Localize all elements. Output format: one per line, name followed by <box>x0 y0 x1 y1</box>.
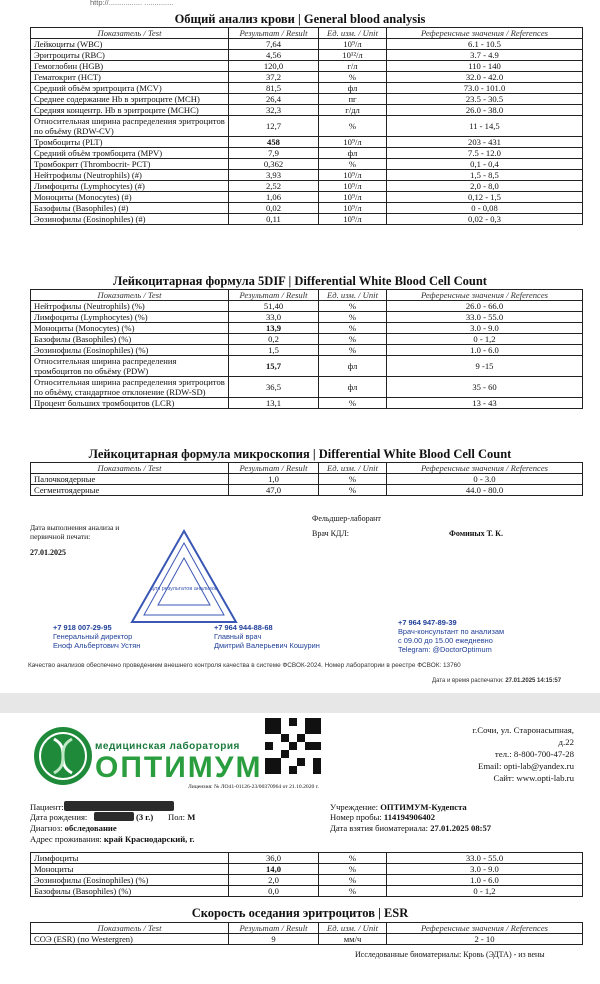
column-header: Ед. изм. / Unit <box>319 290 387 301</box>
table-row <box>31 61 583 72</box>
reference-range: 73.0 - 101.0 <box>387 83 583 94</box>
unit: мм/ч <box>319 934 387 945</box>
test-name: Лимфоциты <box>31 853 229 864</box>
exec-date: 27.01.2025 <box>30 548 66 557</box>
test-name: Эозинофилы (Eosinophiles) (%) <box>31 875 229 886</box>
result-value: 1,0 <box>229 474 319 485</box>
redaction-bar <box>64 801 174 811</box>
reference-range: 33.0 - 55.0 <box>387 312 583 323</box>
result-value: 47,0 <box>229 485 319 496</box>
unit: фл <box>319 83 387 94</box>
table-row <box>31 83 583 94</box>
result-value: 12,7 <box>229 116 319 137</box>
unit: % <box>319 116 387 137</box>
esr-table <box>30 922 583 945</box>
result-value: 37,2 <box>229 72 319 83</box>
table-row <box>31 105 583 116</box>
unit: % <box>319 474 387 485</box>
unit: % <box>319 345 387 356</box>
column-header: Показатель / Test <box>31 463 229 474</box>
test-name: Лейкоциты (WBC) <box>31 39 229 50</box>
top-strip: http://................ .............. <box>90 0 174 7</box>
table-row <box>31 159 583 170</box>
table-row <box>31 203 583 214</box>
result-value: 33,0 <box>229 312 319 323</box>
column-header: Референсные значения / References <box>387 28 583 39</box>
table-row <box>31 474 583 485</box>
redaction-bar <box>94 812 134 821</box>
test-name: Процент больших тромбоцитов (LCR) <box>31 398 229 409</box>
table-row <box>31 345 583 356</box>
test-name: Лимфоциты (Lymphocytes) (%) <box>31 312 229 323</box>
column-header: Результат / Result <box>229 290 319 301</box>
table-row <box>31 853 583 864</box>
lab-subtitle: медицинская лаборатория <box>95 741 240 752</box>
unit: % <box>319 485 387 496</box>
institution-label: Учреждение: <box>330 802 379 812</box>
reference-range: 0 - 0,08 <box>387 203 583 214</box>
table-row <box>31 116 583 137</box>
table-row <box>31 39 583 50</box>
test-name: Гемоглобин (HGB) <box>31 61 229 72</box>
contact-role: Врач-консультант по анализам <box>398 627 505 636</box>
column-header: Ед. изм. / Unit <box>319 463 387 474</box>
qr-code-icon <box>265 718 321 774</box>
test-name: Средний объём тромбоцита (MPV) <box>31 148 229 159</box>
result-value: 36,0 <box>229 853 319 864</box>
result-value: 0,2 <box>229 334 319 345</box>
column-header: Референсные значения / References <box>387 463 583 474</box>
contact-phone: +7 918 007-29-95 <box>53 623 112 632</box>
result-value: 0,11 <box>229 214 319 225</box>
table-row <box>31 312 583 323</box>
test-name: Нейтрофилы (Neutrophils) (#) <box>31 170 229 181</box>
esr-footnote: Исследованные биоматериалы: Кровь (ЭДТА) - из вены <box>355 950 545 959</box>
reference-range: 1.0 - 6.0 <box>387 345 583 356</box>
table-row <box>31 323 583 334</box>
unit: г/л <box>319 61 387 72</box>
result-value: 51,40 <box>229 301 319 312</box>
table-row <box>31 181 583 192</box>
table-header-row <box>31 923 583 934</box>
contact-name: Еноф Альбертович Устян <box>53 641 141 650</box>
micro-title: Лейкоцитарная формула микроскопия | Differential White Blood Cell Count <box>88 447 512 461</box>
result-value: 1,5 <box>229 345 319 356</box>
table-row <box>31 377 583 398</box>
reference-range: 9 -15 <box>387 356 583 377</box>
result-value: 0,362 <box>229 159 319 170</box>
test-name: Относительная ширина распределения эритроцитов по объёму, стандартное отклонение (RDW-SD) <box>31 377 229 398</box>
result-value: 15,7 <box>229 356 319 377</box>
lab-email: Email: opti-lab@yandex.ru <box>477 761 574 771</box>
address-label: Адрес проживания: <box>30 834 102 844</box>
unit: 10⁹/л <box>319 192 387 203</box>
unit: % <box>319 159 387 170</box>
lab-name: ОПТИМУМ <box>95 751 263 784</box>
reference-range: 1.0 - 6.0 <box>387 875 583 886</box>
column-header: Показатель / Test <box>31 923 229 934</box>
print-time: 27.01.2025 14:15:57 <box>505 678 562 684</box>
result-value: 32,3 <box>229 105 319 116</box>
table-row <box>31 875 583 886</box>
quality-note: Качество анализов обеспечено проведением внешнего контроля качества в системе ФСВОК-2024. Номер лаборатории в реестре ФСВОК: 13760 <box>28 662 461 669</box>
lab-contacts <box>402 724 574 784</box>
unit: фл <box>319 356 387 377</box>
diagnosis: обследование <box>64 823 117 833</box>
test-name: Лимфоциты (Lymphocytes) (#) <box>31 181 229 192</box>
contact-phone: +7 964 947-89-39 <box>398 618 457 627</box>
contact-telegram: Telegram: @DoctorOptimum <box>398 645 492 654</box>
reference-range: 32.0 - 42.0 <box>387 72 583 83</box>
table-row <box>31 148 583 159</box>
unit: 10⁹/л <box>319 39 387 50</box>
test-name: Относительная ширина распределения эритроцитов по объёму (RDW-CV) <box>31 116 229 137</box>
unit: % <box>319 312 387 323</box>
unit: 10⁹/л <box>319 137 387 148</box>
table-row <box>31 94 583 105</box>
result-value: 0,02 <box>229 203 319 214</box>
table-row <box>31 301 583 312</box>
column-header: Результат / Result <box>229 28 319 39</box>
result-value: 13,9 <box>229 323 319 334</box>
table-row <box>31 934 583 945</box>
dif-title: Лейкоцитарная формула 5DIF | Differential White Blood Cell Count <box>113 274 487 288</box>
column-header: Результат / Result <box>229 463 319 474</box>
result-value: 7,64 <box>229 39 319 50</box>
unit: % <box>319 334 387 345</box>
result-value: 3,93 <box>229 170 319 181</box>
test-name: Эозинофилы (Eosinophiles) (%) <box>31 345 229 356</box>
test-name: Палочкоядерные <box>31 474 229 485</box>
taken-label: Дата взятия биоматериала: <box>330 823 429 833</box>
reference-range: 13 - 43 <box>387 398 583 409</box>
reference-range: 3.0 - 9.0 <box>387 864 583 875</box>
patient-address: край Краснодарский, г. <box>103 834 195 844</box>
reference-range: 11 - 14,5 <box>387 116 583 137</box>
reference-range: 0,1 - 0,4 <box>387 159 583 170</box>
test-name: Средний объём эритроцита (MCV) <box>31 83 229 94</box>
table-row <box>31 72 583 83</box>
page-separator <box>0 693 600 713</box>
reference-range: 0 - 3.0 <box>387 474 583 485</box>
reference-range: 110 - 140 <box>387 61 583 72</box>
blood-title: Общий анализ крови | General blood analysis <box>174 12 426 26</box>
blood-table <box>30 27 583 225</box>
unit: 10¹²/л <box>319 50 387 61</box>
reference-range: 26.0 - 38.0 <box>387 105 583 116</box>
test-name: Гематокрит (HCT) <box>31 72 229 83</box>
institution: ОПТИМУМ-Кудепста <box>380 802 467 812</box>
reference-range: 2 - 10 <box>387 934 583 945</box>
test-name: Среднее содержание Hb в эритроците (MCH) <box>31 94 229 105</box>
test-name: Моноциты <box>31 864 229 875</box>
reference-range: 3.7 - 4.9 <box>387 50 583 61</box>
contact-role: Главный врач <box>214 632 262 641</box>
result-value: 14,0 <box>229 864 319 875</box>
patient-label: Пациент: <box>30 802 64 812</box>
unit: % <box>319 398 387 409</box>
test-name: СОЭ (ESR) (по Westergren) <box>31 934 229 945</box>
table-row <box>31 398 583 409</box>
test-name: Базофилы (Basophiles) (#) <box>31 203 229 214</box>
table-header-row <box>31 290 583 301</box>
column-header: Ед. изм. / Unit <box>319 28 387 39</box>
column-header: Референсные значения / References <box>387 923 583 934</box>
result-value: 4,56 <box>229 50 319 61</box>
test-name: Сегментоядерные <box>31 485 229 496</box>
result-value: 26,4 <box>229 94 319 105</box>
result-value: 2,0 <box>229 875 319 886</box>
unit: фл <box>319 377 387 398</box>
reference-range: 2,0 - 8,0 <box>387 181 583 192</box>
sample-label: Номер пробы: <box>330 812 382 822</box>
table-header-row <box>31 463 583 474</box>
unit: 10⁹/л <box>319 170 387 181</box>
unit: % <box>319 864 387 875</box>
column-header: Показатель / Test <box>31 28 229 39</box>
result-value: 81,5 <box>229 83 319 94</box>
reference-range: 26.0 - 66.0 <box>387 301 583 312</box>
license: Лицензия: № ЛО41-01126-23/00370964 от 21.10.2020 г. <box>188 784 319 790</box>
table-row <box>31 334 583 345</box>
unit: пг <box>319 94 387 105</box>
sex-label: Пол: <box>168 812 186 822</box>
print-time-label: Дата и время распечатки: <box>432 678 504 684</box>
dob-label: Дата рождения: <box>30 812 88 822</box>
contact-role: Генеральный директор <box>53 632 133 641</box>
table-row <box>31 170 583 181</box>
lab-logo-icon <box>32 725 94 787</box>
unit: г/дл <box>319 105 387 116</box>
table-row <box>31 137 583 148</box>
reference-range: 33.0 - 55.0 <box>387 853 583 864</box>
table-row <box>31 50 583 61</box>
patient-sex: М <box>187 812 196 822</box>
reference-range: 44.0 - 80.0 <box>387 485 583 496</box>
test-name: Базофилы (Basophiles) (%) <box>31 334 229 345</box>
unit: 10⁹/л <box>319 203 387 214</box>
table-row <box>31 356 583 377</box>
test-name: Эозинофилы (Eosinophiles) (#) <box>31 214 229 225</box>
test-name: Средняя концентр. Hb в эритроците (MCHC) <box>31 105 229 116</box>
unit: 10⁹/л <box>319 181 387 192</box>
table-header-row <box>31 28 583 39</box>
result-value: 1,06 <box>229 192 319 203</box>
unit: фл <box>319 148 387 159</box>
reference-range: 0,12 - 1,5 <box>387 192 583 203</box>
table-row <box>31 886 583 897</box>
contact-phone: +7 964 944-88-68 <box>214 623 273 632</box>
unit: % <box>319 72 387 83</box>
test-name: Относительная ширина распределения тромбоцитов по объёму (PDW) <box>31 356 229 377</box>
lab-stamp <box>128 528 240 626</box>
column-header: Показатель / Test <box>31 290 229 301</box>
test-name: Нейтрофилы (Neutrophils) (%) <box>31 301 229 312</box>
reference-range: 3.0 - 9.0 <box>387 323 583 334</box>
result-value: 120,0 <box>229 61 319 72</box>
lab-address-house: д.22 <box>558 737 574 747</box>
micro-table <box>30 462 583 496</box>
result-value: 458 <box>229 137 319 148</box>
page2-table <box>30 852 583 897</box>
contact-name: Дмитрий Валерьевич Кошурин <box>214 641 320 650</box>
unit: % <box>319 875 387 886</box>
reference-range: 0 - 1,2 <box>387 886 583 897</box>
table-row <box>31 214 583 225</box>
column-header: Ед. изм. / Unit <box>319 923 387 934</box>
reference-range: 0 - 1,2 <box>387 334 583 345</box>
unit: % <box>319 853 387 864</box>
unit: % <box>319 323 387 334</box>
column-header: Результат / Result <box>229 923 319 934</box>
table-row <box>31 485 583 496</box>
diagnosis-label: Диагноз: <box>30 823 63 833</box>
table-row <box>31 192 583 203</box>
stamp-text: Для результатов анализов <box>150 586 218 592</box>
doctor-label: Врач КДЛ: <box>312 529 350 538</box>
contact-director <box>53 623 203 650</box>
test-name: Базофилы (Basophiles) (%) <box>31 886 229 897</box>
reference-range: 35 - 60 <box>387 377 583 398</box>
table-row <box>31 864 583 875</box>
result-value: 2,52 <box>229 181 319 192</box>
sample-number: 114194906402 <box>383 812 436 822</box>
feldsher-label: Фельдшер-лаборант <box>312 514 381 523</box>
result-value: 7,9 <box>229 148 319 159</box>
doctor-name: Фоминых Т. К. <box>449 529 503 538</box>
reference-range: 6.1 - 10.5 <box>387 39 583 50</box>
reference-range: 1,5 - 8,5 <box>387 170 583 181</box>
result-value: 9 <box>229 934 319 945</box>
result-value: 13,1 <box>229 398 319 409</box>
test-name: Эритроциты (RBC) <box>31 50 229 61</box>
test-name: Моноциты (Monocytes) (%) <box>31 323 229 334</box>
contact-consultant <box>398 618 578 654</box>
reference-range: 203 - 431 <box>387 137 583 148</box>
unit: % <box>319 301 387 312</box>
reference-range: 7.5 - 12.0 <box>387 148 583 159</box>
exec-date-label: Дата выполнения анализа и первичной печати: <box>30 523 120 541</box>
patient-age: (3 г.) <box>136 812 154 822</box>
result-value: 36,5 <box>229 377 319 398</box>
contact-chief-doctor <box>214 623 374 650</box>
contact-hours: с 09.00 до 15.00 ежедневно <box>398 636 493 645</box>
test-name: Тромбокрит (Thrombocrit- PCT) <box>31 159 229 170</box>
dif-table <box>30 289 583 409</box>
test-name: Моноциты (Monocytes) (#) <box>31 192 229 203</box>
result-value: 0,0 <box>229 886 319 897</box>
lab-phone: тел.: 8-800-700-47-28 <box>494 749 574 759</box>
reference-range: 23.5 - 30.5 <box>387 94 583 105</box>
unit: % <box>319 886 387 897</box>
column-header: Референсные значения / References <box>387 290 583 301</box>
esr-title: Скорость оседания эритроцитов | ESR <box>191 906 409 920</box>
test-name: Тромбоциты (PLT) <box>31 137 229 148</box>
taken-date: 27.01.2025 08:57 <box>430 823 492 833</box>
reference-range: 0,02 - 0,3 <box>387 214 583 225</box>
lab-address: г.Сочи, ул. Старонасыпная, <box>472 725 574 735</box>
unit: 10⁹/л <box>319 214 387 225</box>
lab-site: Сайт: www.opti-lab.ru <box>493 773 574 783</box>
